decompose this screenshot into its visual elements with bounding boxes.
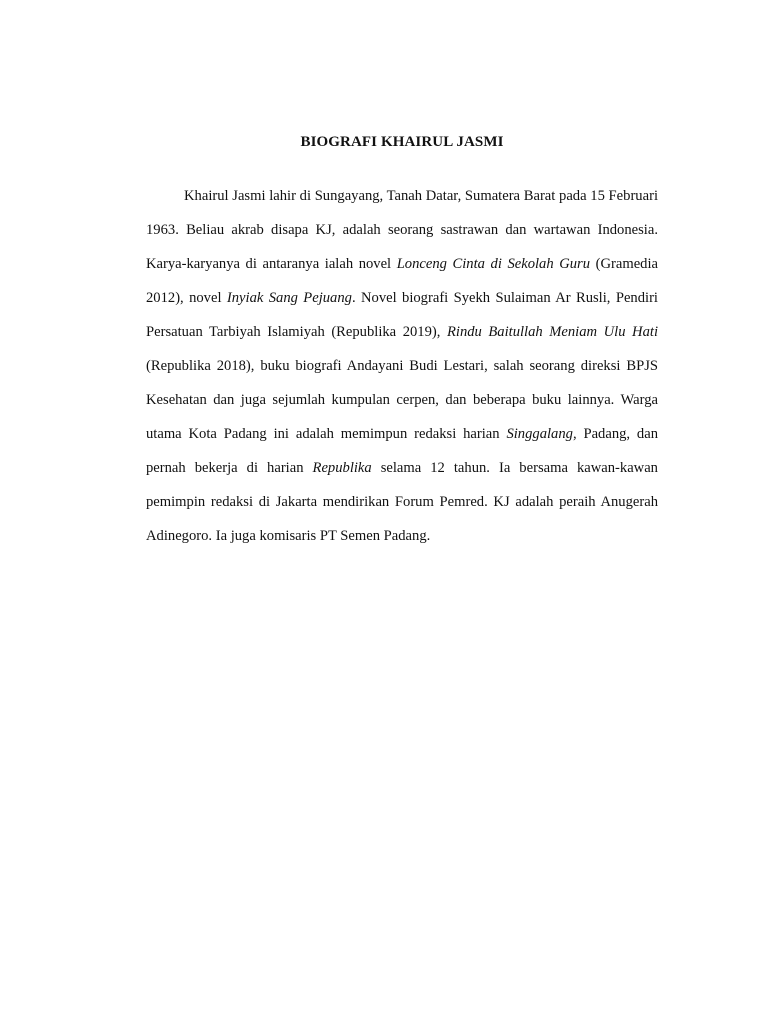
- text-run: . Novel biografi Syekh Sulaiman Ar Rusli, Pendiri Persatuan Tarbiyah Islamiyah (Republika 2019),: [146, 290, 658, 340]
- italic-title-rindu: Rindu Baitullah Meniam Ulu Hati: [446, 324, 658, 340]
- document-page: [146, 134, 658, 553]
- text-run: , Padang, dan pernah bekerja di harian: [146, 426, 658, 476]
- text-run: Khairul Jasmi lahir di Sungayang, Tanah Datar, Sumatera Barat pada 15 Februari 1963. Beliau akrab disapa KJ, adalah seorang sastrawan dan wartawan Indonesia. Karya-karyanya di antaranya ialah novel: [146, 188, 658, 272]
- italic-title-lonceng: Lonceng Cinta di Sekolah Guru: [396, 256, 591, 272]
- document-title: BIOGRAFI KHAIRUL JASMI: [300, 134, 504, 150]
- text-run: (Gramedia 2012), novel: [146, 256, 658, 306]
- italic-title-inyiak: Inyiak Sang Pejuang: [226, 290, 352, 306]
- biography-paragraph: [146, 179, 658, 553]
- italic-singgalang: Singgalang: [506, 426, 573, 442]
- text-run: (Republika 2018), buku biografi Andayani Budi Lestari, salah seorang direksi BPJS Kesehatan dan juga sejumlah kumpulan cerpen, dan beberapa buku lainnya. Warga utama Kota Padang ini adalah memimpun redaksi harian: [146, 358, 658, 442]
- text-run: selama 12 tahun. Ia bersama kawan-kawan pemimpin redaksi di Jakarta mendirikan Forum Pemred. KJ adalah peraih Anugerah Adinegoro. Ia juga komisaris PT Semen Padang.: [146, 460, 658, 544]
- italic-republika: Republika: [312, 460, 372, 476]
